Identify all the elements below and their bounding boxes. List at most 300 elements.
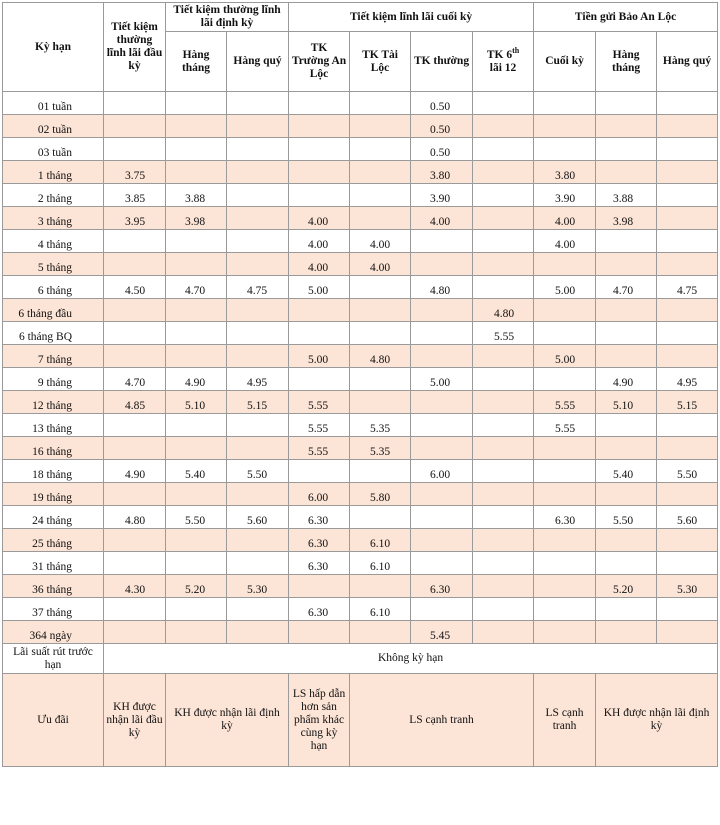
term-cell: 13 tháng — [3, 414, 104, 437]
rate-cell: 3.90 — [411, 184, 473, 207]
rate-cell: 3.90 — [534, 184, 596, 207]
rate-cell — [166, 115, 227, 138]
rate-cell: 5.55 — [473, 322, 534, 345]
rate-cell — [350, 460, 411, 483]
rate-cell — [350, 184, 411, 207]
rate-cell — [350, 575, 411, 598]
rate-cell — [350, 115, 411, 138]
benefit-truong-an-loc: LS hấp dẫn hơn sản phẩm khác cùng kỳ hạn — [289, 674, 350, 767]
rate-cell: 5.50 — [657, 460, 718, 483]
rate-cell: 6.00 — [411, 460, 473, 483]
rate-cell: 4.00 — [534, 207, 596, 230]
rate-cell — [166, 414, 227, 437]
rate-cell — [657, 92, 718, 115]
rate-cell — [473, 598, 534, 621]
rate-cell — [473, 184, 534, 207]
rate-cell — [166, 437, 227, 460]
rate-cell — [411, 598, 473, 621]
term-cell: 364 ngày — [3, 621, 104, 644]
rate-cell — [227, 161, 289, 184]
rate-cell: 0.50 — [411, 138, 473, 161]
rate-cell — [596, 115, 657, 138]
table-row — [3, 115, 718, 138]
rate-cell: 4.70 — [104, 368, 166, 391]
rate-cell — [104, 115, 166, 138]
rate-cell — [534, 322, 596, 345]
rate-cell — [227, 207, 289, 230]
rate-cell: 6.30 — [289, 529, 350, 552]
rate-cell — [104, 92, 166, 115]
rate-cell — [473, 368, 534, 391]
rate-cell — [473, 345, 534, 368]
rate-cell — [473, 115, 534, 138]
interest-rate-table — [2, 2, 718, 767]
rate-cell — [227, 552, 289, 575]
rate-cell — [227, 598, 289, 621]
rate-cell — [166, 552, 227, 575]
table-row — [3, 506, 718, 529]
rate-cell — [657, 161, 718, 184]
table-row — [3, 161, 718, 184]
rate-cell — [657, 414, 718, 437]
rate-cell — [657, 529, 718, 552]
table-row — [3, 460, 718, 483]
rate-cell: 5.00 — [534, 276, 596, 299]
rate-cell — [657, 552, 718, 575]
rate-cell: 4.95 — [657, 368, 718, 391]
rate-cell: 3.75 — [104, 161, 166, 184]
tai-loc-header: TK Tài Lộc — [350, 32, 411, 92]
tk6-prefix: TK 6 — [486, 48, 513, 61]
periodic-interest-header: Tiết kiệm thường lĩnh lãi định kỳ — [166, 3, 289, 32]
rate-cell — [227, 115, 289, 138]
rate-cell: 6.00 — [289, 483, 350, 506]
term-cell: 02 tuần — [3, 115, 104, 138]
rate-cell — [657, 207, 718, 230]
rate-cell — [411, 299, 473, 322]
rate-cell — [657, 253, 718, 276]
table-row — [3, 391, 718, 414]
term-cell: 25 tháng — [3, 529, 104, 552]
rate-cell: 6.10 — [350, 529, 411, 552]
early-withdrawal-row — [3, 644, 718, 674]
benefit-row — [3, 674, 718, 767]
rate-cell — [473, 552, 534, 575]
term-cell: 6 tháng — [3, 276, 104, 299]
term-cell: 9 tháng — [3, 368, 104, 391]
rate-cell — [596, 621, 657, 644]
rate-cell — [534, 437, 596, 460]
rate-cell: 4.30 — [104, 575, 166, 598]
rate-cell: 4.80 — [411, 276, 473, 299]
table-row — [3, 483, 718, 506]
rate-cell — [657, 483, 718, 506]
rate-cell: 5.00 — [289, 276, 350, 299]
rate-cell — [104, 529, 166, 552]
table-row — [3, 92, 718, 115]
rate-cell — [350, 391, 411, 414]
rate-cell — [596, 552, 657, 575]
rate-cell — [227, 529, 289, 552]
rate-cell — [166, 230, 227, 253]
table-row — [3, 230, 718, 253]
rate-cell: 6.30 — [289, 552, 350, 575]
rate-cell: 4.80 — [350, 345, 411, 368]
rate-cell: 3.88 — [166, 184, 227, 207]
benefit-bal-periodic: KH được nhận lãi định kỳ — [596, 674, 718, 767]
rate-cell — [411, 529, 473, 552]
rate-cell: 4.75 — [227, 276, 289, 299]
rate-cell — [350, 299, 411, 322]
rate-cell — [473, 207, 534, 230]
rate-cell: 3.80 — [411, 161, 473, 184]
rate-cell — [534, 115, 596, 138]
table-row — [3, 529, 718, 552]
rate-cell — [350, 621, 411, 644]
rate-cell — [227, 92, 289, 115]
rate-cell — [534, 253, 596, 276]
rate-cell — [473, 621, 534, 644]
rate-table-body — [3, 92, 718, 644]
tk6-suffix: lãi 12 — [489, 61, 517, 74]
rate-cell — [350, 506, 411, 529]
rate-cell — [596, 299, 657, 322]
rate-cell — [104, 414, 166, 437]
rate-cell: 5.00 — [289, 345, 350, 368]
rate-cell — [411, 391, 473, 414]
rate-cell — [289, 368, 350, 391]
rate-cell — [166, 483, 227, 506]
term-cell: 6 tháng đầu — [3, 299, 104, 322]
rate-cell — [657, 184, 718, 207]
tk6-superscript: th — [512, 45, 520, 55]
rate-cell — [596, 598, 657, 621]
rate-cell — [289, 299, 350, 322]
rate-cell — [473, 506, 534, 529]
rate-cell — [657, 322, 718, 345]
term-cell: 6 tháng BQ — [3, 322, 104, 345]
rate-cell: 5.35 — [350, 414, 411, 437]
rate-cell — [534, 575, 596, 598]
rate-cell — [411, 253, 473, 276]
rate-cell — [657, 299, 718, 322]
table-row — [3, 184, 718, 207]
rate-cell — [227, 483, 289, 506]
end-term-interest-header: Tiết kiệm lĩnh lãi cuối kỳ — [289, 3, 534, 32]
rate-cell: 5.15 — [227, 391, 289, 414]
benefit-bal-end: LS cạnh tranh — [534, 674, 596, 767]
rate-cell — [227, 621, 289, 644]
rate-cell: 5.10 — [166, 391, 227, 414]
rate-cell — [289, 184, 350, 207]
rate-cell: 4.00 — [289, 230, 350, 253]
rate-cell — [596, 92, 657, 115]
table-row — [3, 253, 718, 276]
rate-cell: 4.70 — [596, 276, 657, 299]
rate-cell: 5.50 — [166, 506, 227, 529]
rate-cell: 6.30 — [289, 506, 350, 529]
table-row — [3, 552, 718, 575]
rate-cell — [227, 322, 289, 345]
rate-cell: 5.55 — [289, 437, 350, 460]
rate-cell — [473, 161, 534, 184]
term-cell: 2 tháng — [3, 184, 104, 207]
term-cell: 12 tháng — [3, 391, 104, 414]
table-row — [3, 299, 718, 322]
rate-cell — [104, 483, 166, 506]
rate-cell — [166, 529, 227, 552]
rate-cell — [473, 575, 534, 598]
rate-cell: 6.30 — [411, 575, 473, 598]
rate-cell — [350, 322, 411, 345]
rate-cell: 3.95 — [104, 207, 166, 230]
rate-cell — [657, 437, 718, 460]
term-cell: 31 tháng — [3, 552, 104, 575]
rate-cell: 5.30 — [657, 575, 718, 598]
rate-cell: 4.75 — [657, 276, 718, 299]
rate-cell: 4.90 — [596, 368, 657, 391]
table-row — [3, 598, 718, 621]
rate-cell — [166, 253, 227, 276]
rate-cell — [473, 460, 534, 483]
rate-cell: 4.90 — [104, 460, 166, 483]
rate-cell — [534, 299, 596, 322]
term-cell: 1 tháng — [3, 161, 104, 184]
rate-cell — [596, 414, 657, 437]
periodic-monthly-header: Hàng tháng — [166, 32, 227, 92]
rate-cell — [473, 253, 534, 276]
rate-cell — [227, 138, 289, 161]
rate-cell — [534, 529, 596, 552]
rate-cell — [411, 506, 473, 529]
rate-cell — [411, 483, 473, 506]
rate-cell: 5.55 — [534, 391, 596, 414]
benefit-label: Ưu đãi — [3, 674, 104, 767]
rate-cell — [411, 437, 473, 460]
rate-cell — [473, 529, 534, 552]
rate-cell: 3.80 — [534, 161, 596, 184]
rate-cell — [473, 414, 534, 437]
benefit-upfront: KH được nhận lãi đầu kỳ — [104, 674, 166, 767]
rate-cell: 5.55 — [289, 391, 350, 414]
rate-cell — [534, 552, 596, 575]
term-cell: 16 tháng — [3, 437, 104, 460]
rate-cell — [596, 529, 657, 552]
benefit-periodic: KH được nhận lãi định kỳ — [166, 674, 289, 767]
rate-cell: 5.20 — [596, 575, 657, 598]
rate-cell — [227, 437, 289, 460]
rate-cell: 5.00 — [534, 345, 596, 368]
rate-cell — [227, 345, 289, 368]
rate-cell: 5.45 — [411, 621, 473, 644]
early-withdrawal-value: Không kỳ hạn — [104, 644, 718, 674]
rate-cell: 4.00 — [289, 207, 350, 230]
rate-cell — [473, 92, 534, 115]
rate-cell: 4.00 — [289, 253, 350, 276]
table-row — [3, 414, 718, 437]
rate-cell — [104, 322, 166, 345]
rate-cell — [166, 322, 227, 345]
term-cell: 5 tháng — [3, 253, 104, 276]
rate-cell — [534, 368, 596, 391]
rate-cell — [534, 621, 596, 644]
rate-cell — [104, 345, 166, 368]
term-cell: 37 tháng — [3, 598, 104, 621]
early-withdrawal-label: Lãi suất rút trước hạn — [3, 644, 104, 674]
rate-cell: 5.55 — [289, 414, 350, 437]
rate-cell — [596, 437, 657, 460]
rate-cell — [289, 92, 350, 115]
rate-cell — [289, 322, 350, 345]
rate-cell — [534, 483, 596, 506]
table-row — [3, 437, 718, 460]
rate-cell — [289, 115, 350, 138]
rate-cell: 3.98 — [166, 207, 227, 230]
rate-cell — [473, 230, 534, 253]
rate-cell — [473, 138, 534, 161]
table-row — [3, 368, 718, 391]
rate-cell — [473, 437, 534, 460]
rate-cell — [411, 414, 473, 437]
rate-cell: 5.15 — [657, 391, 718, 414]
rate-cell: 4.00 — [534, 230, 596, 253]
bal-quarterly-header: Hàng quý — [657, 32, 718, 92]
table-row — [3, 575, 718, 598]
rate-cell — [166, 161, 227, 184]
rate-cell: 5.80 — [350, 483, 411, 506]
rate-cell: 3.88 — [596, 184, 657, 207]
rate-cell: 4.50 — [104, 276, 166, 299]
table-row — [3, 138, 718, 161]
bal-monthly-header: Hàng tháng — [596, 32, 657, 92]
table-row — [3, 207, 718, 230]
rate-cell — [166, 299, 227, 322]
rate-cell — [350, 161, 411, 184]
rate-cell: 5.40 — [596, 460, 657, 483]
term-cell: 24 tháng — [3, 506, 104, 529]
rate-cell: 5.30 — [227, 575, 289, 598]
rate-cell — [104, 621, 166, 644]
rate-cell — [350, 92, 411, 115]
term-cell: 7 tháng — [3, 345, 104, 368]
rate-cell — [289, 138, 350, 161]
rate-cell: 4.95 — [227, 368, 289, 391]
rate-cell — [596, 161, 657, 184]
term-cell: 01 tuần — [3, 92, 104, 115]
rate-cell — [473, 276, 534, 299]
rate-cell — [411, 552, 473, 575]
rate-cell — [104, 253, 166, 276]
term-cell: 4 tháng — [3, 230, 104, 253]
rate-cell — [104, 138, 166, 161]
rate-cell: 5.60 — [227, 506, 289, 529]
rate-cell — [596, 230, 657, 253]
rate-cell — [227, 299, 289, 322]
rate-cell: 4.80 — [104, 506, 166, 529]
rate-cell — [289, 621, 350, 644]
header-row-top — [3, 3, 718, 32]
rate-cell: 4.70 — [166, 276, 227, 299]
rate-cell — [227, 414, 289, 437]
table-row — [3, 276, 718, 299]
rate-cell: 5.50 — [596, 506, 657, 529]
rate-cell: 4.00 — [411, 207, 473, 230]
rate-cell — [657, 115, 718, 138]
bal-end-term-header: Cuối kỳ — [534, 32, 596, 92]
rate-cell — [596, 253, 657, 276]
rate-cell: 5.20 — [166, 575, 227, 598]
rate-cell — [104, 299, 166, 322]
rate-cell: 4.00 — [350, 253, 411, 276]
rate-cell — [657, 621, 718, 644]
table-row — [3, 322, 718, 345]
rate-cell: 6.30 — [289, 598, 350, 621]
table-row — [3, 621, 718, 644]
rate-cell: 5.40 — [166, 460, 227, 483]
rate-cell: 5.00 — [411, 368, 473, 391]
rate-cell — [104, 552, 166, 575]
rate-cell — [227, 230, 289, 253]
rate-cell: 5.35 — [350, 437, 411, 460]
rate-cell: 5.60 — [657, 506, 718, 529]
rate-cell — [166, 621, 227, 644]
rate-cell — [534, 598, 596, 621]
rate-cell: 3.85 — [104, 184, 166, 207]
rate-cell — [473, 483, 534, 506]
rate-cell — [350, 138, 411, 161]
rate-cell: 5.50 — [227, 460, 289, 483]
bao-an-loc-header: Tiền gửi Bảo An Lộc — [534, 3, 718, 32]
rate-cell — [227, 253, 289, 276]
rate-cell: 4.85 — [104, 391, 166, 414]
rate-cell — [411, 230, 473, 253]
rate-cell: 0.50 — [411, 115, 473, 138]
term-cell: 03 tuần — [3, 138, 104, 161]
rate-cell — [657, 230, 718, 253]
term-header: Kỳ hạn — [3, 3, 104, 92]
tk6-header — [473, 32, 534, 92]
rate-cell — [534, 138, 596, 161]
rate-cell — [166, 598, 227, 621]
rate-cell — [657, 138, 718, 161]
rate-cell — [411, 322, 473, 345]
regular-savings-header: TK thường — [411, 32, 473, 92]
rate-cell — [104, 598, 166, 621]
benefit-competitive: LS cạnh tranh — [350, 674, 534, 767]
rate-cell: 6.10 — [350, 552, 411, 575]
rate-cell — [596, 483, 657, 506]
periodic-quarterly-header: Hàng quý — [227, 32, 289, 92]
rate-cell — [596, 345, 657, 368]
rate-cell — [473, 391, 534, 414]
rate-cell: 4.80 — [473, 299, 534, 322]
rate-cell — [289, 460, 350, 483]
rate-cell — [596, 138, 657, 161]
rate-cell — [534, 92, 596, 115]
term-cell: 19 tháng — [3, 483, 104, 506]
rate-cell — [350, 276, 411, 299]
table-row — [3, 345, 718, 368]
rate-cell — [104, 230, 166, 253]
rate-cell — [104, 437, 166, 460]
rate-cell — [289, 575, 350, 598]
rate-cell — [657, 345, 718, 368]
rate-cell — [657, 598, 718, 621]
rate-cell — [350, 368, 411, 391]
rate-cell — [596, 322, 657, 345]
rate-cell — [227, 184, 289, 207]
rate-cell: 6.10 — [350, 598, 411, 621]
